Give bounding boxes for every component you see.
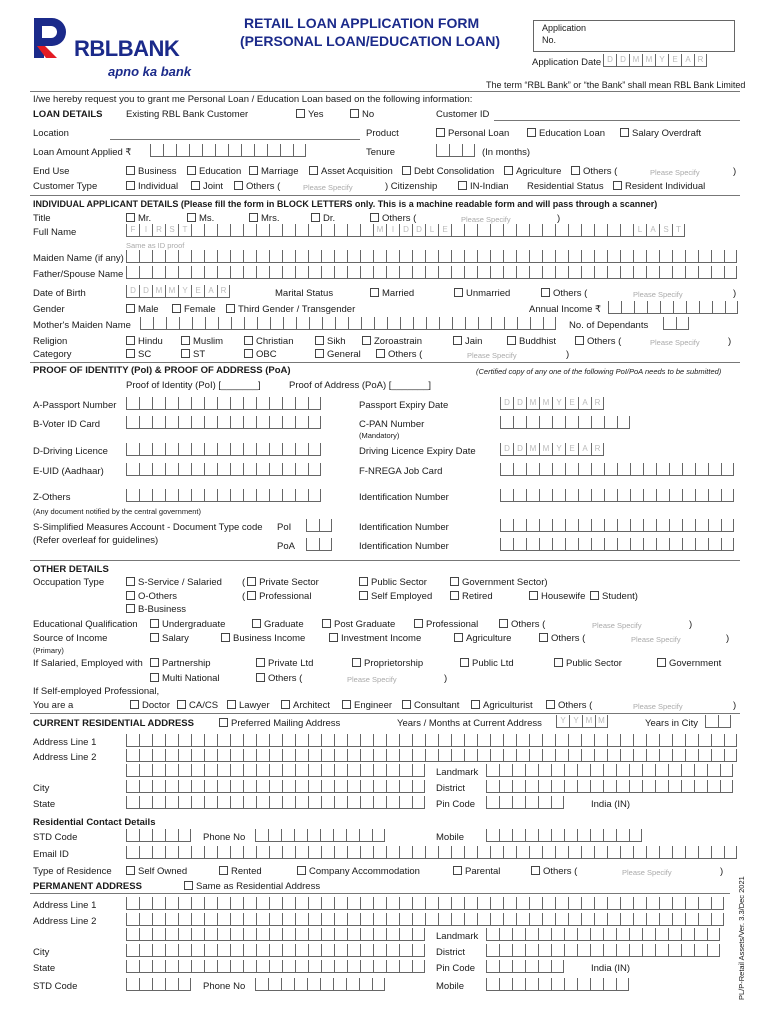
perm-district-label: District bbox=[436, 947, 466, 958]
category-label: Category bbox=[33, 349, 72, 360]
title-mrs[interactable]: Mrs. bbox=[249, 213, 279, 224]
perm-city-label: City bbox=[33, 947, 50, 958]
public-sector[interactable]: Public Sector bbox=[359, 577, 427, 588]
income-agriculture[interactable]: Agriculture bbox=[454, 633, 511, 644]
religion-jain[interactable]: Jain bbox=[453, 336, 482, 347]
aadhaar-label: E-UID (Aadhaar) bbox=[33, 466, 104, 477]
driving-licence-label: D-Driving Licence bbox=[33, 446, 108, 457]
tenure-field[interactable] bbox=[436, 144, 475, 157]
res-address1-label: Address Line 1 bbox=[33, 737, 97, 748]
marital-unmarried[interactable]: Unmarried bbox=[454, 288, 510, 299]
customer-id-label: Customer ID bbox=[436, 109, 490, 120]
aadhaar-field[interactable] bbox=[126, 463, 321, 476]
category-specify[interactable]: Please Specify bbox=[467, 351, 517, 360]
mother-name-label: Mother's Maiden Name bbox=[33, 320, 131, 331]
end-use-agriculture[interactable]: Agriculture bbox=[504, 166, 561, 177]
end-use-marriage[interactable]: Marriage bbox=[249, 166, 299, 177]
res-pin-field[interactable] bbox=[486, 796, 564, 809]
emp-specify[interactable]: Please Specify bbox=[347, 675, 397, 684]
title-specify[interactable]: Please Specify bbox=[461, 215, 511, 224]
residence-type-label: Type of Residence bbox=[33, 866, 112, 877]
religion-others[interactable]: Others ( bbox=[575, 336, 621, 347]
religion-buddhist[interactable]: Buddhist bbox=[507, 336, 556, 347]
end-use-education[interactable]: Education bbox=[187, 166, 241, 177]
customer-type-specify[interactable]: Please Specify bbox=[303, 183, 353, 192]
pan-mandatory-note: (Mandatory) bbox=[359, 431, 400, 440]
gender-label: Gender bbox=[33, 304, 65, 315]
applicant-heading: INDIVIDUAL APPLICANT DETAILS (Please fill the form in BLOCK LETTERS only. This is a machine readable form and will pass through a scanner) bbox=[33, 199, 658, 209]
simplified-poi-field[interactable] bbox=[306, 519, 332, 532]
prof-lawyer[interactable]: Lawyer bbox=[227, 700, 270, 711]
res-address2-field[interactable] bbox=[126, 749, 737, 762]
nrega-label: F-NREGA Job Card bbox=[359, 466, 443, 477]
prof-consultant[interactable]: Consultant bbox=[402, 700, 459, 711]
years-in-city-label: Years in City bbox=[645, 718, 698, 729]
customer-type-label: Customer Type bbox=[33, 181, 98, 192]
income-primary-note: (Primary) bbox=[33, 646, 64, 655]
emp-public-ltd[interactable]: Public Ltd bbox=[460, 658, 514, 669]
poa-field[interactable]: Proof of Address (PoA) [_______] bbox=[289, 380, 432, 391]
passport-field[interactable] bbox=[126, 397, 321, 410]
simplified-poa-idn-label: Identification Number bbox=[359, 541, 449, 552]
passport-label: A-Passport Number bbox=[33, 400, 117, 411]
religion-christian[interactable]: Christian bbox=[244, 336, 294, 347]
others-doc-field[interactable] bbox=[126, 489, 321, 502]
permanent-heading: PERMANENT ADDRESS bbox=[33, 881, 142, 892]
existing-no-option[interactable]: No bbox=[350, 109, 374, 120]
category-st[interactable]: ST bbox=[181, 349, 205, 360]
others-idn-label: Identification Number bbox=[359, 492, 449, 503]
prof-doctor[interactable]: Doctor bbox=[130, 700, 170, 711]
proof-heading: PROOF OF IDENTITY (PoI) & PROOF OF ADDRESS (PoA) bbox=[33, 365, 291, 376]
end-use-others[interactable]: Others ( bbox=[571, 166, 617, 177]
full-name-field[interactable]: F I R S T M I D D L E L A S T bbox=[126, 224, 685, 237]
perm-landmark-field[interactable] bbox=[486, 928, 720, 941]
government-sector[interactable]: Government Sector) bbox=[450, 577, 548, 588]
dependants-label: No. of Dependants bbox=[569, 320, 649, 331]
application-no-label2: No. bbox=[542, 35, 557, 45]
email-field[interactable] bbox=[126, 846, 737, 859]
voter-id-label: B-Voter ID Card bbox=[33, 419, 101, 430]
perm-std-label: STD Code bbox=[33, 981, 78, 992]
res-rented[interactable]: Rented bbox=[219, 866, 262, 877]
same-as-residential-option[interactable]: Same as Residential Address bbox=[184, 881, 320, 892]
title-others[interactable]: Others ( bbox=[370, 213, 416, 224]
others-idn-field[interactable] bbox=[500, 489, 734, 502]
email-label: Email ID bbox=[33, 849, 69, 860]
simplified-poi-idn[interactable] bbox=[500, 519, 734, 532]
res-district-label: District bbox=[436, 783, 466, 794]
marital-specify[interactable]: Please Specify bbox=[633, 290, 683, 299]
perm-phone-label: Phone No bbox=[203, 981, 246, 992]
res-mobile-label: Mobile bbox=[436, 832, 464, 843]
customer-type-joint[interactable]: Joint bbox=[191, 181, 223, 192]
mother-name-field[interactable] bbox=[140, 317, 556, 330]
nrega-field[interactable] bbox=[500, 463, 734, 476]
dob-field[interactable]: D D M M Y E A R bbox=[126, 285, 230, 298]
pan-label: C-PAN Number bbox=[359, 419, 425, 430]
years-in-city-field[interactable] bbox=[705, 715, 731, 728]
perm-std-field[interactable] bbox=[126, 978, 191, 991]
passport-expiry-field[interactable]: D D M M Y E A R bbox=[500, 397, 604, 410]
simplified-poi-label: PoI bbox=[277, 522, 292, 533]
end-use-label: End Use bbox=[33, 166, 70, 177]
others-doc-label: Z-Others bbox=[33, 492, 71, 503]
perm-address3-field[interactable] bbox=[126, 928, 425, 941]
others-doc-note: (Any document notified by the central government) bbox=[33, 507, 202, 516]
res-district-field[interactable] bbox=[486, 780, 733, 793]
end-use-specify[interactable]: Please Specify bbox=[650, 168, 700, 177]
tenure-months-note: (In months) bbox=[482, 147, 531, 158]
occupation-others[interactable]: O-Others bbox=[126, 591, 177, 602]
edu-post-graduate[interactable]: Post Graduate bbox=[322, 619, 395, 630]
res-address1-field[interactable] bbox=[126, 734, 737, 747]
product-education-loan[interactable]: Education Loan bbox=[527, 128, 605, 139]
occ-student[interactable]: Student) bbox=[590, 591, 638, 602]
tenure-label: Tenure bbox=[366, 147, 396, 158]
end-use-debt[interactable]: Debt Consolidation bbox=[402, 166, 494, 177]
loan-amount-field[interactable] bbox=[150, 144, 306, 157]
simplified-poi-idn-label: Identification Number bbox=[359, 522, 449, 533]
income-investment[interactable]: Investment Income bbox=[329, 633, 421, 644]
marital-others[interactable]: Others ( bbox=[541, 288, 587, 299]
res-company[interactable]: Company Accommodation bbox=[297, 866, 420, 877]
occ-professional[interactable]: Professional bbox=[259, 591, 312, 602]
marital-married[interactable]: Married bbox=[370, 288, 414, 299]
perm-landmark-label: Landmark bbox=[436, 931, 479, 942]
simplified-label: S-Simplified Measures Account - Document Type code bbox=[33, 522, 263, 533]
form-title: RETAIL LOAN APPLICATION FORM bbox=[244, 15, 480, 31]
loan-amount-label: Loan Amount Applied ₹ bbox=[33, 147, 132, 158]
perm-state-field[interactable] bbox=[126, 960, 425, 973]
perm-state-label: State bbox=[33, 963, 56, 974]
driving-licence-field[interactable] bbox=[126, 443, 321, 456]
emp-multi-national[interactable]: Multi National bbox=[150, 673, 220, 684]
res-city-field[interactable] bbox=[126, 780, 425, 793]
product-salary-overdraft[interactable]: Salary Overdraft bbox=[620, 128, 701, 139]
resident-individual-option[interactable]: Resident Individual bbox=[613, 181, 705, 192]
gender-female[interactable]: Female bbox=[172, 304, 216, 315]
prof-ca[interactable]: CA/CS bbox=[177, 700, 218, 711]
poi-field[interactable]: Proof of Identity (PoI) [_______] bbox=[126, 380, 261, 391]
self-employed-label: If Self-employed Professional, bbox=[33, 686, 160, 697]
perm-address2-field[interactable] bbox=[126, 913, 724, 926]
pan-field[interactable] bbox=[500, 416, 630, 429]
dependants-field[interactable] bbox=[663, 317, 689, 330]
simplified-poa-field[interactable] bbox=[306, 538, 332, 551]
product-label: Product bbox=[366, 128, 399, 139]
bank-term-note: The term “RBL Bank” or “the Bank” shall mean RBL Bank Limited bbox=[486, 80, 746, 90]
title-dr[interactable]: Dr. bbox=[311, 213, 335, 224]
employed-with-label: If Salaried, Employed with bbox=[33, 658, 143, 669]
application-no-label: Application bbox=[542, 23, 587, 33]
simplified-poa-label: PoA bbox=[277, 541, 295, 552]
perm-district-field[interactable] bbox=[486, 944, 720, 957]
end-use-asset[interactable]: Asset Acquisition bbox=[309, 166, 393, 177]
gender-male[interactable]: Male bbox=[126, 304, 159, 315]
voter-id-field[interactable] bbox=[126, 416, 321, 429]
occ-housewife[interactable]: Housewife bbox=[529, 591, 585, 602]
emp-proprietorship[interactable]: Proprietorship bbox=[352, 658, 423, 669]
category-sc[interactable]: SC bbox=[126, 349, 151, 360]
res-state-label: State bbox=[33, 799, 56, 810]
religion-zoroastrian[interactable]: Zoroastrain bbox=[362, 336, 422, 347]
perm-address1-label: Address Line 1 bbox=[33, 900, 97, 911]
dl-expiry-field[interactable]: D D M M Y E A R bbox=[500, 443, 604, 456]
income-specify[interactable]: Please Specify bbox=[631, 635, 681, 644]
res-self-owned[interactable]: Self Owned bbox=[126, 866, 187, 877]
res-std-field[interactable] bbox=[126, 829, 191, 842]
location-label: Location bbox=[33, 128, 69, 139]
income-business[interactable]: Business Income bbox=[221, 633, 305, 644]
simplified-poa-idn[interactable] bbox=[500, 538, 734, 551]
category-general[interactable]: General bbox=[315, 349, 361, 360]
citizenship-indian[interactable]: IN-Indian bbox=[458, 181, 509, 192]
gender-third[interactable]: Third Gender / Transgender bbox=[226, 304, 355, 315]
citizenship-label: ) Citizenship bbox=[385, 181, 438, 192]
application-date-label: Application Date bbox=[532, 57, 602, 68]
edu-specify[interactable]: Please Specify bbox=[592, 621, 642, 630]
form-version: PL/P-Retail Assets/Ver. 3.3/Dec 2021 bbox=[737, 876, 746, 1000]
emp-others[interactable]: Others ( bbox=[256, 673, 302, 684]
father-name-label: Father/Spouse Name bbox=[33, 269, 124, 280]
customer-type-others[interactable]: Others ( bbox=[234, 181, 280, 192]
contact-heading: Residential Contact Details bbox=[33, 817, 156, 828]
religion-hindu[interactable]: Hindu bbox=[126, 336, 163, 347]
rbl-logo-icon bbox=[30, 16, 70, 60]
income-source-label: Source of Income bbox=[33, 633, 108, 644]
form-subtitle: (PERSONAL LOAN/EDUCATION LOAN) bbox=[240, 33, 501, 49]
perm-pin-label: Pin Code bbox=[436, 963, 476, 974]
res-landmark-field[interactable] bbox=[486, 764, 733, 777]
annual-income-field[interactable] bbox=[608, 301, 738, 314]
private-sector[interactable]: Private Sector bbox=[259, 577, 319, 588]
annual-income-label: Annual Income ₹ bbox=[529, 304, 602, 315]
religion-muslim[interactable]: Muslim bbox=[181, 336, 223, 347]
res-landmark-label: Landmark bbox=[436, 767, 479, 778]
edu-professional[interactable]: Professional bbox=[414, 619, 478, 630]
res-state-field[interactable] bbox=[126, 796, 425, 809]
edu-undergraduate[interactable]: Undergraduate bbox=[150, 619, 225, 630]
emp-public-sector[interactable]: Public Sector bbox=[554, 658, 622, 669]
res-pin-label: Pin Code bbox=[436, 799, 476, 810]
proof-note: (Certified copy of any one of the following PoI/PoA needs to be submitted) bbox=[476, 367, 722, 376]
education-label: Educational Qualification bbox=[33, 619, 138, 630]
perm-country: India (IN) bbox=[591, 963, 631, 974]
emp-partnership[interactable]: Partnership bbox=[150, 658, 211, 669]
father-name-field[interactable] bbox=[126, 266, 737, 279]
preferred-mailing-option[interactable]: Preferred Mailing Address bbox=[219, 718, 340, 729]
income-salary[interactable]: Salary bbox=[150, 633, 189, 644]
emp-private-ltd[interactable]: Private Ltd bbox=[256, 658, 313, 669]
residence-heading: CURRENT RESIDENTIAL ADDRESS bbox=[33, 718, 194, 729]
res-std-label: STD Code bbox=[33, 832, 78, 843]
res-parental[interactable]: Parental bbox=[453, 866, 500, 877]
years-at-address-field[interactable]: Y Y M M bbox=[556, 715, 608, 728]
religion-specify[interactable]: Please Specify bbox=[650, 338, 700, 347]
dob-label: Date of Birth bbox=[33, 288, 86, 299]
loan-details-heading: LOAN DETAILS bbox=[33, 109, 103, 120]
emp-government[interactable]: Government bbox=[657, 658, 721, 669]
application-date-field[interactable]: D D M M Y E A R bbox=[603, 54, 707, 67]
marital-status-label: Marital Status bbox=[275, 288, 334, 299]
simplified-note: (Refer overleaf for guidelines) bbox=[33, 535, 159, 546]
occupation-service[interactable]: S-Service / Salaried bbox=[126, 577, 222, 588]
occ-self-employed[interactable]: Self Employed bbox=[359, 591, 432, 602]
edu-others[interactable]: Others ( bbox=[499, 619, 545, 630]
res-others[interactable]: Others ( bbox=[531, 866, 577, 877]
perm-mobile-field[interactable] bbox=[486, 978, 629, 991]
same-as-id-note: Same as ID proof bbox=[126, 241, 185, 250]
perm-city-field[interactable] bbox=[126, 944, 425, 957]
edu-graduate[interactable]: Graduate bbox=[252, 619, 304, 630]
res-country: India (IN) bbox=[591, 799, 631, 810]
perm-phone-field[interactable] bbox=[255, 978, 385, 991]
existing-yes-option[interactable]: Yes bbox=[296, 109, 324, 120]
brand-tagline: apno ka bank bbox=[108, 64, 192, 79]
dl-expiry-label: Driving Licence Expiry Date bbox=[359, 446, 476, 457]
perm-address1-field[interactable] bbox=[126, 897, 724, 910]
perm-mobile-label: Mobile bbox=[436, 981, 464, 992]
perm-address2-label: Address Line 2 bbox=[33, 916, 97, 927]
title-ms[interactable]: Ms. bbox=[187, 213, 214, 224]
category-others[interactable]: Others ( bbox=[376, 349, 422, 360]
occ-retired[interactable]: Retired bbox=[450, 591, 493, 602]
category-obc[interactable]: OBC bbox=[244, 349, 277, 360]
res-city-label: City bbox=[33, 783, 50, 794]
residential-status-label: Residential Status bbox=[527, 181, 604, 192]
maiden-name-label: Maiden Name (if any) bbox=[33, 253, 124, 264]
res-specify[interactable]: Please Specify bbox=[622, 868, 672, 877]
prof-specify[interactable]: Please Specify bbox=[633, 702, 683, 711]
prof-agriculturist[interactable]: Agriculturist bbox=[471, 700, 533, 711]
other-details-heading: OTHER DETAILS bbox=[33, 564, 109, 575]
end-use-business[interactable]: Business bbox=[126, 166, 177, 177]
maiden-name-field[interactable] bbox=[126, 250, 737, 263]
res-phone-field[interactable] bbox=[255, 829, 385, 842]
prof-architect[interactable]: Architect bbox=[281, 700, 330, 711]
res-phone-label: Phone No bbox=[203, 832, 246, 843]
you-are-a-label: You are a bbox=[33, 700, 74, 711]
religion-label: Religion bbox=[33, 336, 68, 347]
brand-name: RBLBANK bbox=[74, 36, 180, 61]
income-others[interactable]: Others ( bbox=[539, 633, 585, 644]
religion-sikh[interactable]: Sikh bbox=[315, 336, 345, 347]
perm-pin-field[interactable] bbox=[486, 960, 564, 973]
occupation-business[interactable]: B-Business bbox=[126, 604, 186, 615]
res-mobile-field[interactable] bbox=[486, 829, 642, 842]
prof-others[interactable]: Others ( bbox=[546, 700, 592, 711]
title-label: Title bbox=[33, 213, 51, 224]
res-address3-field[interactable] bbox=[126, 764, 425, 777]
res-address2-label: Address Line 2 bbox=[33, 752, 97, 763]
product-personal-loan[interactable]: Personal Loan bbox=[436, 128, 509, 139]
occupation-label: Occupation Type bbox=[33, 577, 105, 588]
existing-customer-label: Existing RBL Bank Customer bbox=[126, 109, 249, 120]
years-at-address-label: Years / Months at Current Address bbox=[397, 718, 542, 729]
title-mr[interactable]: Mr. bbox=[126, 213, 151, 224]
prof-engineer[interactable]: Engineer bbox=[342, 700, 392, 711]
full-name-label: Full Name bbox=[33, 227, 77, 238]
customer-type-individual[interactable]: Individual bbox=[126, 181, 178, 192]
passport-expiry-label: Passport Expiry Date bbox=[359, 400, 449, 411]
intro-text: I/we hereby request you to grant me Personal Loan / Education Loan based on the following information: bbox=[33, 94, 473, 105]
